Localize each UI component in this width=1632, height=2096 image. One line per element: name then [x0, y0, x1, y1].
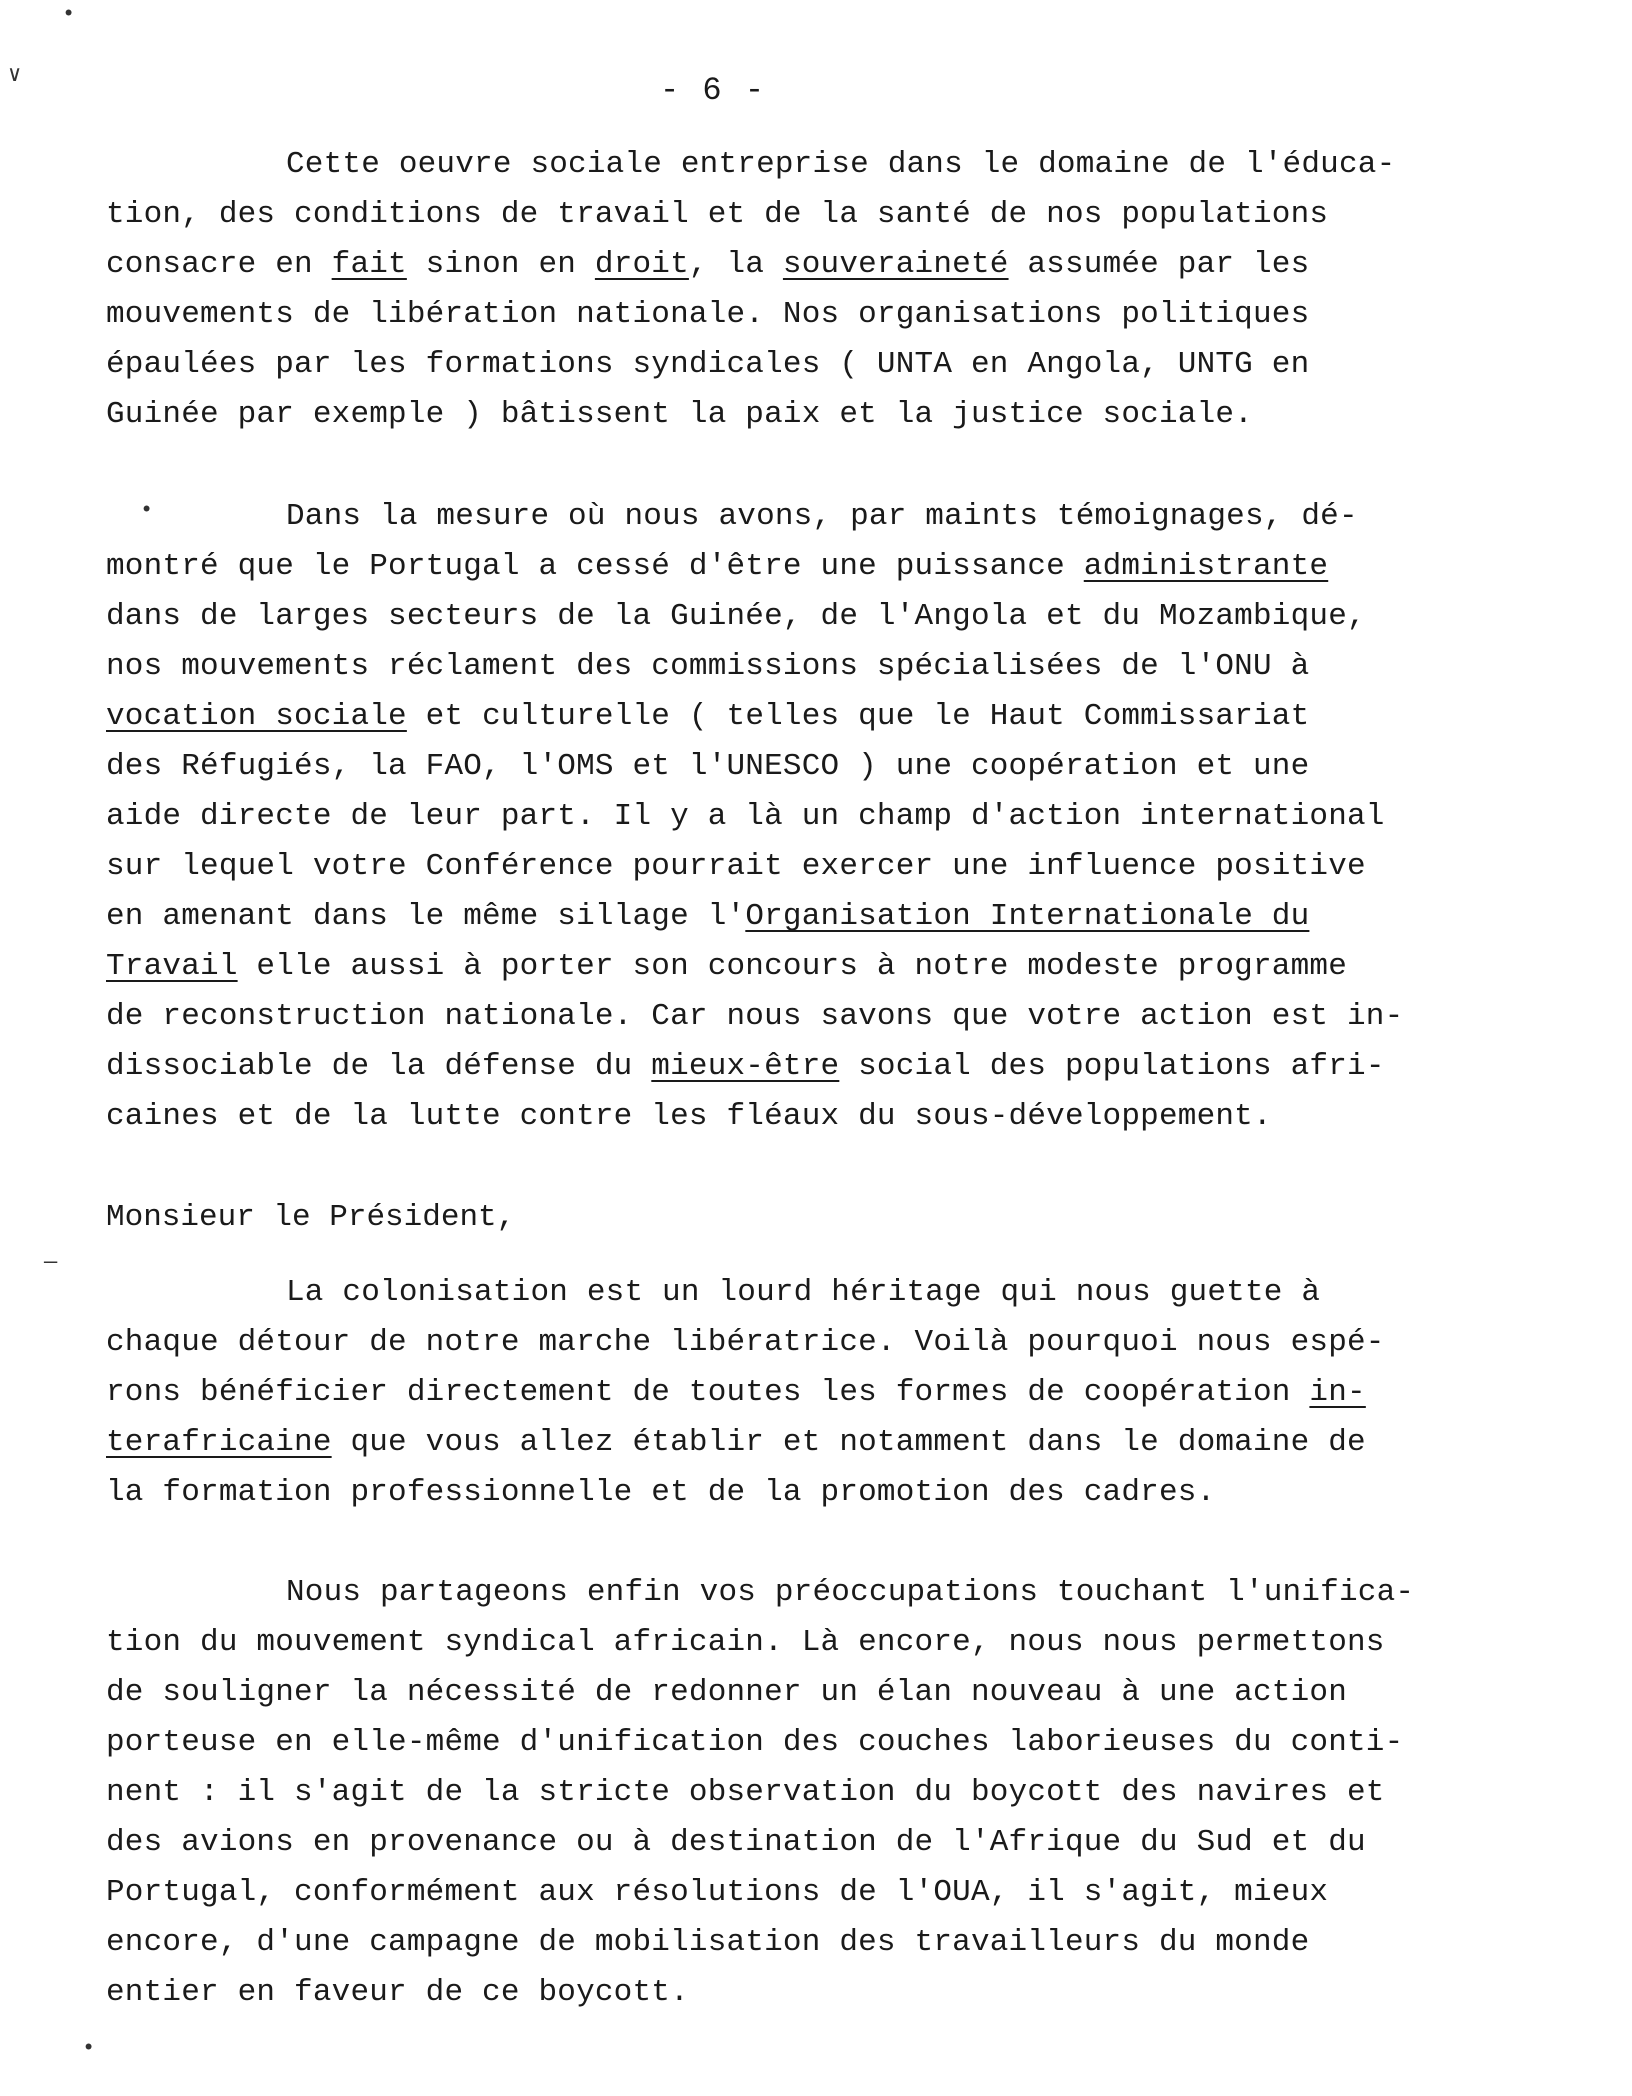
text-line	[106, 240, 1496, 290]
text-line	[106, 1318, 1496, 1368]
text-line	[106, 390, 1496, 440]
underlined-text: administrante	[1083, 549, 1329, 584]
text-run: sinon en	[406, 247, 595, 282]
text-run: encore, d'une campagne de mobilisation des travailleurs du monde	[106, 1925, 1310, 1960]
text-line	[106, 742, 1496, 792]
text-run: de reconstruction nationale. Car nous savons que votre action est in-	[106, 999, 1404, 1034]
text-run: et culturelle ( telles que le Haut Commissariat	[406, 699, 1310, 734]
text-line	[106, 1718, 1496, 1768]
text-run: en amenant dans le même sillage l'	[106, 899, 746, 934]
text-line	[106, 842, 1496, 892]
text-line	[106, 1418, 1496, 1468]
text-line	[106, 642, 1496, 692]
text-run: porteuse en elle-même d'unification des couches laborieuses du conti-	[106, 1725, 1404, 1760]
text-run: rons bénéficier directement de toutes les formes de coopération	[106, 1375, 1310, 1410]
underlined-text: mieux-être	[651, 1049, 840, 1084]
text-run: tion du mouvement syndical africain. Là encore, nous nous permettons	[106, 1625, 1385, 1660]
text-run: La colonisation est un lourd héritage qui nous guette à	[286, 1275, 1321, 1310]
text-line	[106, 1968, 1496, 2018]
underlined-text: Travail	[106, 949, 238, 984]
paragraph-3	[106, 1268, 1496, 1518]
text-run: mouvements de libération nationale. Nos organisations politiques	[106, 297, 1310, 332]
text-line	[106, 190, 1496, 240]
scan-speck: ∨	[8, 63, 22, 88]
scan-speck: •	[140, 498, 154, 523]
text-run: des Réfugiés, la FAO, l'OMS et l'UNESCO ) une coopération et une	[106, 749, 1310, 784]
text-line	[106, 140, 1496, 190]
underlined-text: fait	[331, 247, 407, 282]
text-line	[106, 942, 1496, 992]
scan-speck: •	[82, 2036, 96, 2061]
text-run: social des populations afri-	[839, 1049, 1385, 1084]
text-line	[106, 1568, 1496, 1618]
underlined-text: vocation sociale	[106, 699, 407, 734]
text-run: des avions en provenance ou à destination de l'Afrique du Sud et du	[106, 1825, 1366, 1860]
paragraph-2	[106, 492, 1496, 1142]
underlined-text: in-	[1309, 1375, 1366, 1410]
text-line	[106, 542, 1496, 592]
text-run: épaulées par les formations syndicales ( UNTA en Angola, UNTG en	[106, 347, 1310, 382]
text-run: , la	[688, 247, 783, 282]
text-line	[106, 1818, 1496, 1868]
salutation: Monsieur le Président,	[106, 1200, 516, 1235]
underlined-text: souveraineté	[782, 247, 1009, 282]
text-line	[106, 892, 1496, 942]
text-run: sur lequel votre Conférence pourrait exercer une influence positive	[106, 849, 1366, 884]
text-line	[106, 692, 1496, 742]
text-line	[106, 1618, 1496, 1668]
text-run: caines et de la lutte contre les fléaux du sous-développement.	[106, 1099, 1272, 1134]
text-run: dissociable de la défense du	[106, 1049, 652, 1084]
text-run: Portugal, conformément aux résolutions de l'OUA, il s'agit, mieux	[106, 1875, 1329, 1910]
page-number: - 6 -	[660, 72, 767, 109]
text-line	[106, 1268, 1496, 1318]
text-run: chaque détour de notre marche libératrice. Voilà pourquoi nous espé-	[106, 1325, 1385, 1360]
text-line	[106, 1668, 1496, 1718]
text-line	[106, 492, 1496, 542]
text-line	[106, 1092, 1496, 1142]
text-line	[106, 290, 1496, 340]
text-line	[106, 1768, 1496, 1818]
text-run: assumée par les	[1008, 247, 1310, 282]
text-line	[106, 1042, 1496, 1092]
text-run: nent : il s'agit de la stricte observation du boycott des navires et	[106, 1775, 1385, 1810]
text-run: Dans la mesure où nous avons, par maints témoignages, dé-	[286, 499, 1358, 534]
text-line	[106, 992, 1496, 1042]
paragraph-4	[106, 1568, 1496, 2018]
text-run: elle aussi à porter son concours à notre modeste programme	[237, 949, 1348, 984]
text-run: la formation professionnelle et de la promotion des cadres.	[106, 1475, 1216, 1510]
text-run: dans de larges secteurs de la Guinée, de l'Angola et du Mozambique,	[106, 599, 1366, 634]
text-line	[106, 592, 1496, 642]
scan-speck: •	[62, 2, 76, 27]
text-run: Cette oeuvre sociale entreprise dans le domaine de l'éduca-	[286, 147, 1396, 182]
text-run: aide directe de leur part. Il y a là un champ d'action international	[106, 799, 1385, 834]
scan-speck: ―	[44, 1250, 58, 1275]
text-line	[106, 1868, 1496, 1918]
text-run: consacre en	[106, 247, 332, 282]
text-run: montré que le Portugal a cessé d'être une puissance	[106, 549, 1084, 584]
text-run: Guinée par exemple ) bâtissent la paix et la justice sociale.	[106, 397, 1253, 432]
text-run: de souligner la nécessité de redonner un élan nouveau à une action	[106, 1675, 1347, 1710]
underlined-text: terafricaine	[106, 1425, 332, 1460]
text-line	[106, 340, 1496, 390]
text-run: nos mouvements réclament des commissions spécialisées de l'ONU à	[106, 649, 1310, 684]
underlined-text: droit	[594, 247, 689, 282]
text-run: que vous allez établir et notamment dans le domaine de	[331, 1425, 1366, 1460]
paragraph-1	[106, 140, 1496, 440]
underlined-text: Organisation Internationale du	[745, 899, 1310, 934]
text-line	[106, 1918, 1496, 1968]
text-run: tion, des conditions de travail et de la santé de nos populations	[106, 197, 1329, 232]
text-run: entier en faveur de ce boycott.	[106, 1975, 689, 2010]
text-line	[106, 792, 1496, 842]
text-run: Nous partageons enfin vos préoccupations touchant l'unifica-	[286, 1575, 1415, 1610]
text-line	[106, 1368, 1496, 1418]
text-line	[106, 1468, 1496, 1518]
